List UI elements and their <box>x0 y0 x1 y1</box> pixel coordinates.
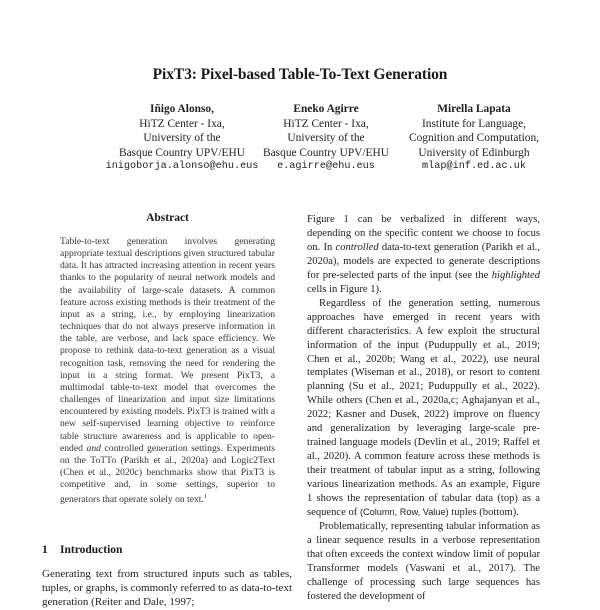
section-title: Introduction <box>60 544 123 556</box>
text: Figure 1 can be verbalized in different ways, depending on the specific content we choose to focus on. In <box>307 214 540 253</box>
author-affiliation: University of the <box>287 132 365 145</box>
author-affiliation: HiTZ Center - Ixa, <box>139 117 225 130</box>
text: Regardless of the generation setting, numerous approaches have emerged in recent years with different characteristics. A few exploit the structural information of the input (Puduppully et al., 2019; Chen et al., 2020b; Wang et al., 2022), use neural templates (Wiseman et al., 2018), or resort to content planning (Su et al., 2021; Puduppully et al., 2022). While others (Chen et al., 2020a,c; Aghajanyan et al., 2022; Kasner and Dusek, 2022) improve on fluency and generalization by leveraging large-scale pre-trained language models (Devlin et al., 2019; Raffel et al., 2020). A common feature across these methods is their treatment of tabular input as a string, following various linearization methods. As an example, Figure 1 shows the representation of tabular data (top) as a sequence of <box>307 297 540 519</box>
right-column <box>307 213 540 604</box>
abstract-heading: Abstract <box>146 212 189 224</box>
author-3 <box>384 102 564 175</box>
author-affiliation: Cognition and Computation, <box>408 132 540 145</box>
author-email: e.agirre@ehu.eus <box>277 161 375 173</box>
abstract-text: Table-to-text generation involves generating appropriate textual descriptions given structured tabular data. It has attracted increasing attention in recent years thanks to the popularity of neural network models and the availability of large-scale datasets. A common feature across existing methods is their treatment of the input as a string, i.e., by employing linearization techniques that do not always preserve information in the table, are verbose, and lack space efficiency. We propose to rethink data-to-text generation as a visual recognition task, removing the need for rendering the input in a string format. We present PixT3, a multimodal table-to-text model that overcomes the challenges of linearization and input size limitations encountered by existing models. PixT3 is trained with a new self-supervised learning objective to reinforce table structure awareness and is applicable to open-ended <box>60 236 275 454</box>
paragraph <box>307 213 540 297</box>
author-affiliation: Basque Country UPV/EHU <box>119 146 245 159</box>
author-name: Iñigo Alonso, <box>150 103 214 115</box>
author-affiliation: Basque Country UPV/EHU <box>263 146 389 159</box>
author-name: Mirella Lapata <box>437 103 511 115</box>
abstract-body <box>60 236 275 507</box>
author-affiliation: University of Edinburgh <box>418 146 530 159</box>
author-email: mlap@inf.ed.ac.uk <box>422 161 526 173</box>
text: cells in Figure 1). <box>307 283 382 295</box>
tuple-format: (Column, Row, Value) <box>359 507 449 518</box>
author-email: inigoborja.alonso@ehu.eus <box>105 161 259 173</box>
author-affiliation: University of the <box>143 132 221 145</box>
paragraph <box>307 297 540 520</box>
emphasis: highlighted <box>491 269 540 281</box>
emphasis: controlled <box>335 241 379 253</box>
author-affiliation: HiTZ Center - Ixa, <box>283 117 369 130</box>
paper-title: PixT3: Pixel-based Table-To-Text Generation <box>152 66 448 83</box>
author-affiliation: Institute for Language, <box>421 117 527 130</box>
intro-paragraph: Generating text from structured inputs such as tables, tuples, or graphs, is commonly referred to as data-to-text generation (Reiter and Dale, 1997; <box>42 568 292 608</box>
abstract-emphasis: and <box>86 442 101 454</box>
abstract-text: controlled generation settings. Experiments on the ToTTo (Parikh et al., 2020a) and Logic2Text (Chen et al., 2020c) benchmarks show that PixT3 is competitive and, in some settings, superior to generators that operate solely on text. <box>60 442 275 506</box>
text: data-to-text generation (Parikh et al., 2020a), models are expected to generate descriptions for pre-selected parts of the input (see the <box>307 241 540 281</box>
footnote-marker[interactable]: 1 <box>203 494 207 501</box>
paragraph: Problematically, representing tabular information as a linear sequence results in a verbose representation that often exceeds the context window limit of popular Transformer models (Vaswani et al., 2017). The challenge of processing such large sequences has fostered the development of <box>307 520 540 602</box>
text: tuples (bottom). <box>448 507 519 519</box>
section-heading <box>42 544 122 556</box>
section-number: 1 <box>42 544 48 556</box>
author-name: Eneko Agirre <box>293 103 359 115</box>
